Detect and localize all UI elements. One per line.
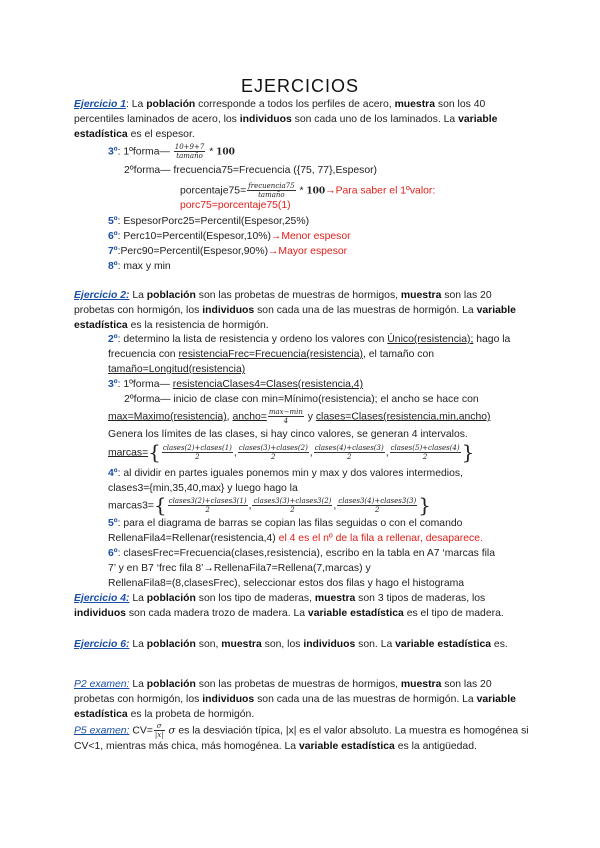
exam-p5-link[interactable]: P5 examen: xyxy=(74,725,130,737)
exercise-1-step-6: 6º: Perc10=Percentil(Espesor,10%)→Menor espesor xyxy=(108,231,351,242)
exercise-1-step-3: 3º: 1ºforma— $\frac{10+9+7}{\text{tamaño}}$ * 100 xyxy=(108,143,235,160)
exam-p5-paragraph: P5 examen: CV= $\frac{\sigma}{|x|}$ σ es la desviación típica, |x| es el valor absoluto. La muestra es homogénea si CV<1, mientras más chica, más homogénea. La variable estadística es la antigüedad. xyxy=(74,722,529,752)
exercise-4-paragraph: Ejercicio 4: La población son los tipo de maderas, muestra son 3 tipos de maderas, los individuos son cada madera trozo de madera. La variable estadística es el tipo de madera. xyxy=(74,593,504,619)
exercise-6-paragraph: Ejercicio 6: La población son, muestra son, los individuos son. La variable estadística es. xyxy=(74,639,508,650)
exercise-2-step-6-b: 7’ y en B7 ‘frec fila 8’→RellenaFila7=Rellena(7,marcas) y xyxy=(108,563,371,574)
exercise-2-form-2: 2ºforma— inicio de clase con min=Mínimo(resistencia); el ancho se hace con xyxy=(124,394,479,405)
exercise-2-step-2: 2º: determino la lista de resistencia y ordeno los valores con Único(resistencia); hago la frecuencia con resistenciaFrec=Frecuencia(resistencia), el tamaño con tamaño=Longitud(resistencia) xyxy=(108,334,511,375)
exercise-1-step-8: 8º: max y min xyxy=(108,261,171,272)
exercise-2-step-6-c: RellenaFila8=(8,clasesFrec), seleccionar estos dos filas y hago el histograma xyxy=(108,578,465,589)
exercise-2-marcas3: marcas3={ $\frac{\text{clases3(2)+clases3(1)}}{2}$ , $\frac{\text{clases3(3)+clases3(2)}}{2}$ , $\frac{\text{clases3(4)+clases3(3)}}{2}$ } xyxy=(108,493,431,517)
exercise-1-link[interactable]: Ejercicio 1 xyxy=(74,99,126,110)
exam-p2-link[interactable]: P2 examen: xyxy=(74,679,130,690)
exercise-2-marcas: marcas={ $\frac{\text{clases(2)+clases(1)}}{2}$ , $\frac{\text{clases(3)+clases(2)}}{2}$ , $\frac{\text{clases(4)+clases(3)}}{2}$ , $\frac{\text{clases(5)+clases(4)}}{2}$ } xyxy=(108,440,475,464)
exercise-1-form-2: 2ºforma— frecuencia75=Frecuencia ({75, 77},Espesor) xyxy=(124,165,378,176)
fraction: $\frac{\max-\min}{4}$ xyxy=(268,408,303,425)
exercise-2-limits-text: Genera los límites de las clases, si hay cinco valores, se generan 4 intervalos. xyxy=(108,429,468,440)
exercise-1-step-5: 5º: EspesorPorc25=Percentil(Espesor,25%) xyxy=(108,216,310,227)
exercise-1-paragraph: Ejercicio 1: La población corresponde a todos los perfiles de acero, muestra son los 40 percentiles laminados de acero, los individuos son cada uno de los laminados. La variable estadística es el espesor. xyxy=(74,99,498,140)
exercise-2-ancho-line: max=Maximo(resistencia), ancho= $\frac{\max-\min}{4}$ y clases=Clases(resistencia,min,ancho) xyxy=(108,408,491,425)
exercise-2-paragraph: Ejercicio 2: La población son las probetas de muestras de hormigos, muestra son las 20 probetas con hormigón, los individuos son cada una de las muestras de hormigón. La variable estadística es la resistencia de hormigón. xyxy=(74,290,516,331)
exercise-4-link[interactable]: Ejercicio 4: xyxy=(74,593,130,604)
exercise-2-rellena: RellenaFila4=Rellenar(resistencia,4) el 4 es el nº de la fila a rellenar, desaparece. xyxy=(108,533,483,544)
exercise-1-porcentaje: porcentaje75= $\frac{\text{frecuencia75}}{\text{tamaño}}$ * 100→Para saber el 1ºvalor: xyxy=(180,182,436,199)
exercise-2-step-6: 6º: clasesFrec=Frecuencia(clases,resistencia), escribo en la tabla en A7 ‘marcas fila xyxy=(108,548,495,559)
exercise-2-step-4: 4º: al dividir en partes iguales ponemos min y max y dos valores intermedios, xyxy=(108,468,463,479)
exercise-2-clases3: clases3={min,35,40,max} y luego hago la xyxy=(108,483,298,494)
exam-p2-paragraph: P2 examen: La población son las probetas de muestras de hormigos, muestra son las 20 probetas con hormigón, los individuos son cada una de las muestras de hormigón. La variable estadística es la probeta de hormigón. xyxy=(74,679,516,720)
exercise-1-porc75: porc75=porcentaje75(1) xyxy=(180,200,291,211)
exercise-2-step-5: 5º: para el diagrama de barras se copian las filas seguidas o con el comando xyxy=(108,518,463,529)
fraction: $\frac{\text{frecuencia75}}{\text{tamaño}}$ xyxy=(248,182,295,199)
exercise-6-link[interactable]: Ejercicio 6: xyxy=(74,639,130,650)
fraction: $\frac{10+9+7}{\text{tamaño}}$ xyxy=(174,143,205,160)
page-title: EJERCICIOS xyxy=(240,76,360,96)
exercise-2-link[interactable]: Ejercicio 2: xyxy=(74,290,130,301)
exercise-1-step-7: 7º:Perc90=Percentil(Espesor,90%)→Mayor espesor xyxy=(108,246,348,257)
exercise-2-step-3: 3º: 1ºforma— resistenciaClases4=Clases(resistencia,4) xyxy=(108,379,364,390)
